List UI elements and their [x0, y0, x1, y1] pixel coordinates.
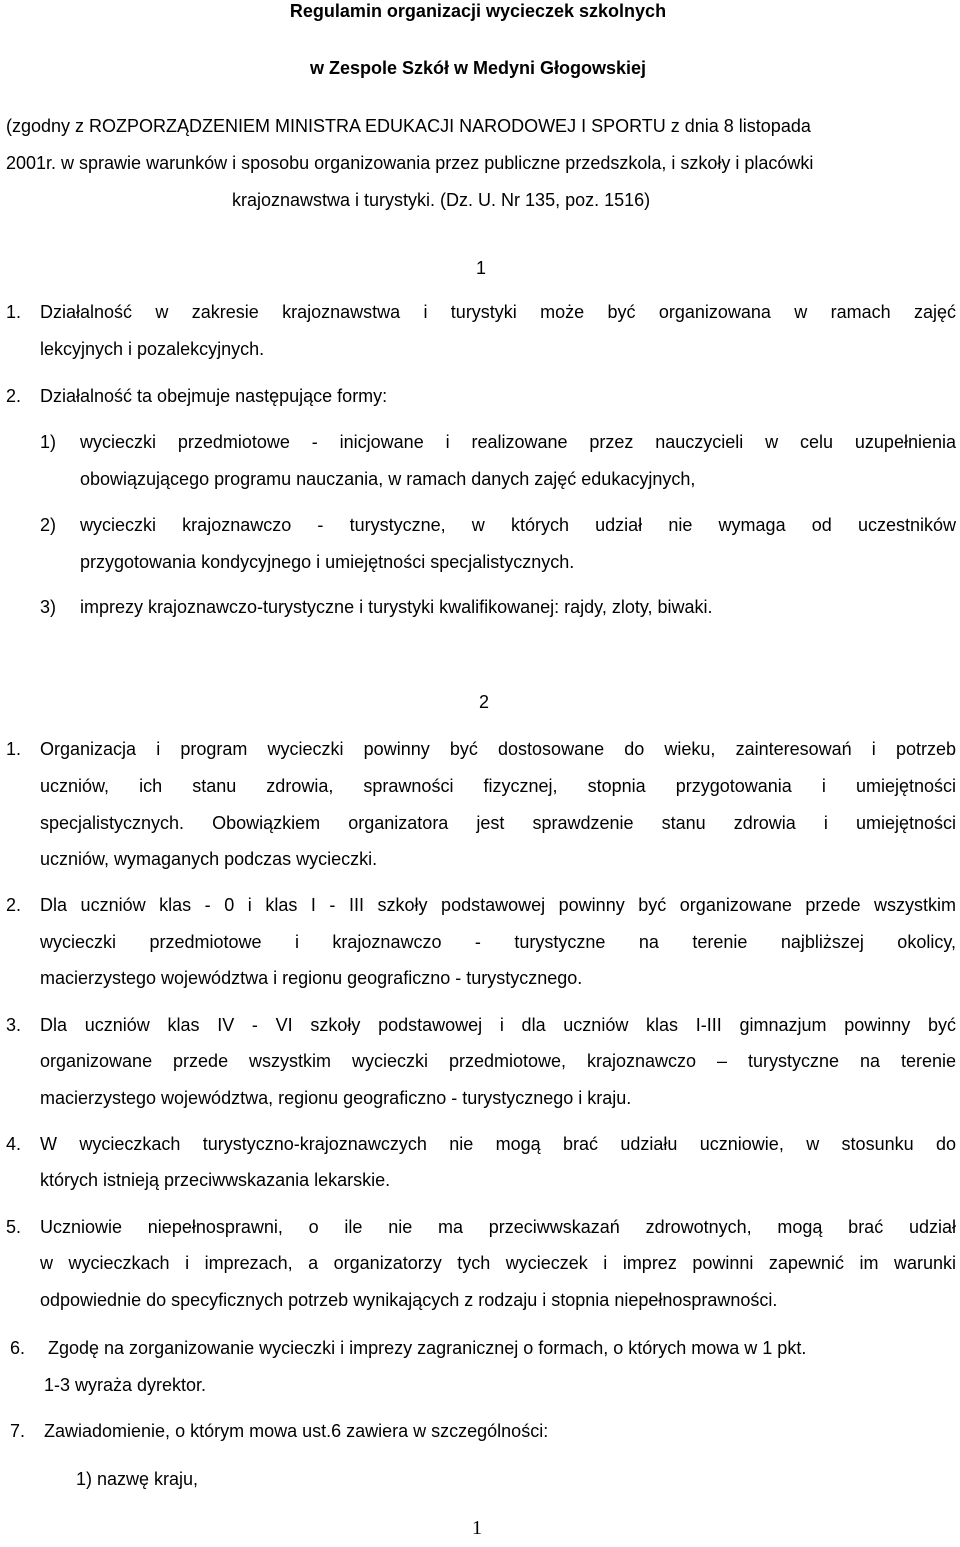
paragraph-line: Zgodę na zorganizowanie wycieczki i imprezy zagranicznej o formach, o których mowa w 1 pkt. [48, 1338, 807, 1358]
list-item-line: przygotowania kondycyjnego i umiejętności specjalistycznych. [80, 552, 575, 572]
document-title: Regulamin organizacji wycieczek szkolnych [289, 1, 667, 21]
paragraph-line: organizowane przede wszystkim wycieczki przedmiotowe, krajoznawczo – turystyczne na terenie [40, 1051, 956, 1071]
paragraph-line: macierzystego województwa i regionu geograficzno - turystycznego. [40, 968, 583, 988]
paragraph-line: specjalistycznych. Obowiązkiem organizatora jest sprawdzenie stanu zdrowia i umiejętności [40, 813, 956, 833]
list-item-line: 1) nazwę kraju, [76, 1469, 199, 1489]
section-mark-1 [462, 258, 486, 279]
paragraph-number: 4. [6, 1134, 22, 1154]
paragraph-line: lekcyjnych i pozalekcyjnych. [40, 339, 265, 359]
paragraph-line: których istnieją przeciwwskazania lekarskie. [40, 1170, 391, 1190]
paragraph-line: macierzystego województwa, regionu geograficzno - turystycznego i kraju. [40, 1088, 632, 1108]
paragraph-number: 3. [6, 1015, 22, 1035]
paragraph-line: Zawiadomienie, o którym mowa ust.6 zawiera w szczególności: [44, 1421, 549, 1441]
paragraph-number: 7. [10, 1421, 26, 1441]
paragraph-line: Działalność ta obejmuje następujące formy: [40, 386, 388, 406]
paragraph-line: odpowiednie do specyficznych potrzeb wynikających z rodzaju i stopnia niepełnosprawności. [40, 1290, 778, 1310]
list-item-line: wycieczki przedmiotowe - inicjowane i realizowane przez nauczycieli w celu uzupełnienia [80, 432, 956, 452]
paragraph-number: 1. [6, 739, 22, 759]
paragraph-number: 2. [6, 386, 22, 406]
section-number: 1 [476, 258, 487, 278]
paragraph-number: 1. [6, 302, 22, 322]
paragraph-number: 6. [10, 1338, 26, 1358]
paragraph-number: 2. [6, 895, 22, 915]
section-mark-2 [465, 692, 489, 713]
list-item-number: 2) [40, 515, 57, 535]
list-item-line: wycieczki krajoznawczo - turystyczne, w których udział nie wymaga od uczestników [80, 515, 956, 535]
paragraph-line: W wycieczkach turystyczno-krajoznawczych nie mogą brać udziału uczniowie, w stosunku do [40, 1134, 956, 1154]
legal-basis-line: (zgodny z ROZPORZĄDZENIEM MINISTRA EDUKACJI NARODOWEJ I SPORTU z dnia 8 listopada [6, 116, 811, 136]
page-number: 1 [472, 1517, 482, 1539]
paragraph-line: wycieczki przedmiotowe i krajoznawczo - turystyczne na terenie najbliższej okolicy, [40, 932, 956, 952]
list-item-line: imprezy krajoznawczo-turystyczne i turystyki kwalifikowanej: rajdy, zloty, biwaki. [80, 597, 713, 617]
paragraph-line: Dla uczniów klas IV - VI szkoły podstawowej i dla uczniów klas I-III gimnazjum powinny być [40, 1015, 956, 1035]
paragraph-line: uczniów, wymaganych podczas wycieczki. [40, 849, 378, 869]
paragraph-line: uczniów, ich stanu zdrowia, sprawności fizycznej, stopnia przygotowania i umiejętności [40, 776, 956, 796]
section-number: 2 [479, 692, 490, 712]
list-item-number: 1) [40, 432, 57, 452]
paragraph-line: Dla uczniów klas - 0 i klas I - III szkoły podstawowej powinny być organizowane przede wszystkim [40, 895, 956, 915]
paragraph-line: w wycieczkach i imprezach, a organizatorzy tych wycieczek i imprez powinni zapewnić im warunki [40, 1253, 956, 1273]
paragraph-line: Organizacja i program wycieczki powinny być dostosowane do wieku, zainteresowań i potrzeb [40, 739, 956, 759]
paragraph-line: Działalność w zakresie krajoznawstwa i turystyki może być organizowana w ramach zajęć [40, 302, 956, 322]
paragraph-line: 1-3 wyraża dyrektor. [44, 1375, 207, 1395]
paragraph-number: 5. [6, 1217, 22, 1237]
paragraph-line: Uczniowie niepełnosprawni, o ile nie ma przeciwwskazań zdrowotnych, mogą brać udział [40, 1217, 956, 1237]
list-item-line: obowiązującego programu nauczania, w ramach danych zajęć edukacyjnych, [80, 469, 696, 489]
legal-basis-line: krajoznawstwa i turystyki. (Dz. U. Nr 135, poz. 1516) [232, 190, 651, 210]
list-item-number: 3) [40, 597, 57, 617]
legal-basis-line: 2001r. w sprawie warunków i sposobu organizowania przez publiczne przedszkola, i szkoły i placówki [6, 153, 814, 173]
document-subtitle: w Zespole Szkół w Medyni Głogowskiej [309, 58, 647, 78]
